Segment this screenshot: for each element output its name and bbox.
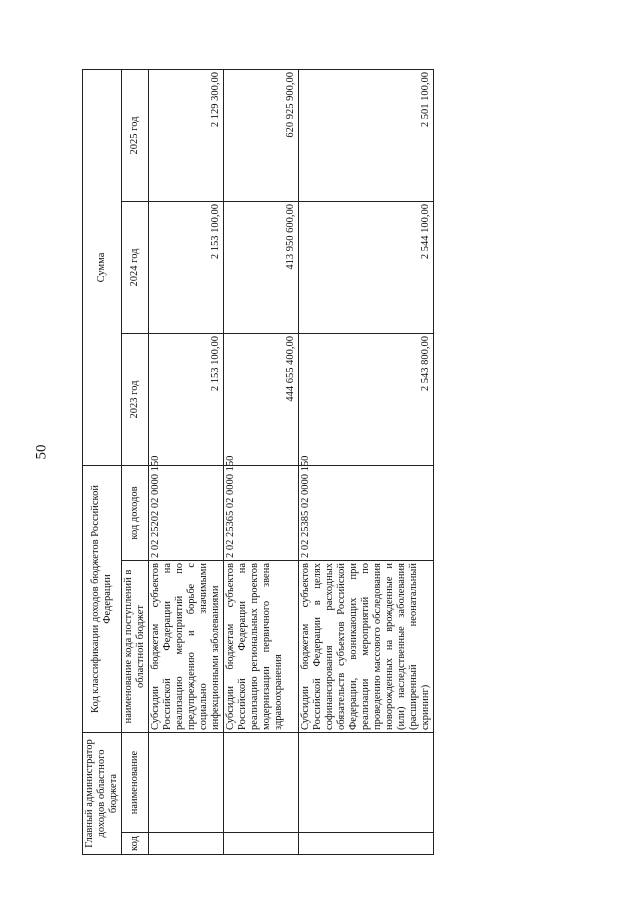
amount-2024-cell: 2 544 100,00 [299, 201, 434, 333]
header-year-2025: 2025 год [122, 69, 149, 201]
admin-name-cell [149, 733, 224, 833]
admin-code-cell [299, 833, 434, 855]
header-admin-group: Главный администратор доходов областного бюджета [83, 733, 122, 855]
income-code-cell: 2 02 25385 02 0000 150 [299, 465, 434, 560]
income-code-cell: 2 02 25365 02 0000 150 [224, 465, 299, 560]
table-row [224, 69, 299, 854]
page-number: 50 [33, 444, 50, 460]
amount-2025-cell: 2 501 100,00 [299, 69, 434, 201]
income-code-cell: 2 02 25202 02 0000 150 [149, 465, 224, 560]
admin-code-cell [224, 833, 299, 855]
amount-2023-cell: 2 153 100,00 [149, 333, 224, 465]
header-year-2024: 2024 год [122, 201, 149, 333]
admin-name-cell [224, 733, 299, 833]
header-year-2023: 2023 год [122, 333, 149, 465]
table-row [149, 69, 224, 854]
amount-2023-cell: 2 543 800,00 [299, 333, 434, 465]
amount-2024-cell: 2 153 100,00 [149, 201, 224, 333]
income-name-cell: Субсидии бюджетам субъектов Российской Федерации на реализацию мероприятий по предупреждению и борьбе с социально значимыми инфекционными заболеваниями [149, 561, 224, 733]
header-admin-code: код [122, 833, 149, 855]
header-sum-group: Сумма [83, 69, 122, 465]
amount-2023-cell: 444 655 400,00 [224, 333, 299, 465]
rotated-table-area [82, 70, 431, 855]
table-rotated-wrapper [82, 70, 431, 855]
revenue-table [82, 69, 434, 855]
header-admin-name: наименование [122, 733, 149, 833]
income-name-cell: Субсидии бюджетам субъектов Российской Федерации на реализацию региональных проектов модернизации первичного звена здравоохранения [224, 561, 299, 733]
amount-2024-cell: 413 950 600,00 [224, 201, 299, 333]
table-row [299, 69, 434, 854]
income-name-cell: Субсидии бюджетам субъектов Российской Федерации в целях софинансирования расходных обязательств субъектов Российской Федерации, возникающих при реализации мероприятий по проведению массового обследования новорожденных на врожденные и (или) наследственные заболевания (расширенный неонатальный скрининг) [299, 561, 434, 733]
header-income-code: код доходов [122, 465, 149, 560]
amount-2025-cell: 620 925 900,00 [224, 69, 299, 201]
header-income-name: наименование кода поступлений в областной бюджет [122, 561, 149, 733]
admin-code-cell [149, 833, 224, 855]
admin-name-cell [299, 733, 434, 833]
header-classification-group: Код классификации доходов бюджетов Российской Федерации [83, 465, 122, 732]
amount-2025-cell: 2 129 300,00 [149, 69, 224, 201]
